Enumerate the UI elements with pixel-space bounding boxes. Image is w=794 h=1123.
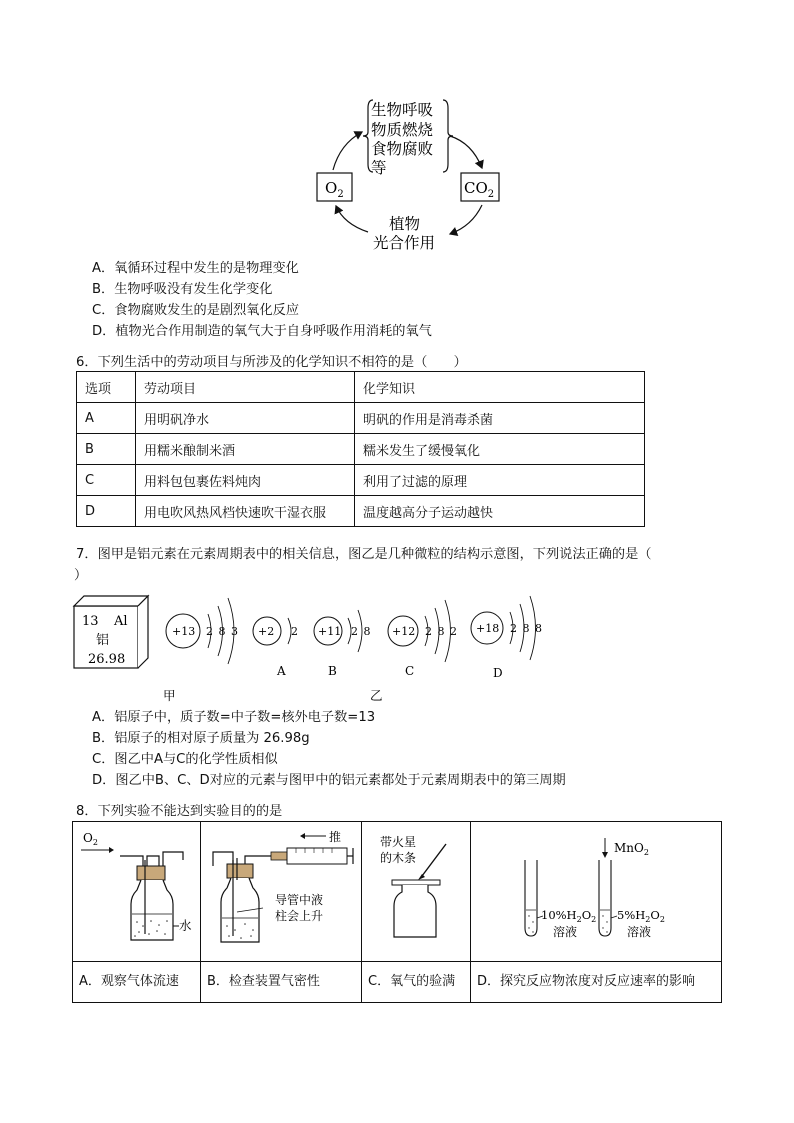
q7-figure: [70, 588, 560, 708]
q5-option-b: B．生物呼吸没有发生化学变化: [92, 282, 273, 297]
table-cell: B: [77, 434, 136, 465]
q7-stem-line2: ）: [74, 568, 88, 583]
q5-option-d: D．植物光合作用制造的氧气大于自身呼吸作用消耗的氧气: [92, 324, 432, 339]
svg-text:+13: +13: [172, 625, 196, 638]
caption-a: A．观察气体流速: [73, 962, 201, 1003]
table-cell: 糯米发生了缓慢氧化: [355, 434, 645, 465]
table-header-row: [77, 372, 645, 403]
svg-text:O2: $O_2$: [83, 831, 98, 847]
table-row: [77, 496, 645, 527]
atom-b: [314, 610, 372, 678]
q5-option-c: C．食物腐败发生的是剧烈氧化反应: [92, 303, 300, 318]
svg-text:+12: +12: [392, 625, 416, 638]
table-cell: 明矾的作用是消毒杀菌: [355, 403, 645, 434]
q6-table: [76, 371, 645, 527]
atom-label-a: A: [277, 664, 286, 678]
svg-text:2 8 2: 2 8 2: [425, 625, 458, 638]
caption-row: [73, 962, 722, 1003]
q7-option-b: B．铝原子的相对原子质量为 26.98g: [92, 731, 310, 746]
q7-option-d: D．图乙中B、C、D对应的元素与图甲中的铝元素都处于元素周期表中的第三周期: [92, 773, 566, 788]
figure-b-cell: [201, 822, 362, 962]
element-symbol: Al: [114, 614, 128, 629]
svg-text:溶液: 溶液: [553, 925, 578, 939]
svg-text:溶液: 溶液: [627, 925, 652, 939]
q5-option-a: A．氧循环过程中发生的是物理变化: [92, 261, 299, 276]
arrow-to-plants: [450, 205, 482, 234]
figure-a-cell: [73, 822, 201, 962]
element-number: 13: [82, 614, 99, 629]
element-mass: 26.98: [88, 652, 126, 667]
table-row: [77, 465, 645, 496]
q8-table: [72, 821, 722, 1003]
figure-d: [471, 822, 721, 957]
label-jia: 甲: [163, 688, 176, 703]
svg-text:+2: +2: [258, 625, 275, 638]
atom-label-d: D: [493, 666, 503, 680]
top-line-3: 食物腐败: [371, 140, 434, 158]
figure-row: [73, 822, 722, 962]
top-line-1: 生物呼吸: [371, 101, 434, 119]
table-row: [77, 403, 645, 434]
figure-c: [362, 822, 470, 957]
caption-d: D．探究反应物浓度对反应速率的影响: [471, 962, 722, 1003]
header-cell: 劳动项目: [136, 372, 355, 403]
figure-b: [201, 822, 361, 957]
table-cell: 温度越高分子运动越快: [355, 496, 645, 527]
svg-text:2: 2: [291, 625, 298, 638]
o2-label: $O_2$: [325, 179, 344, 200]
atom-label-c: C: [405, 664, 415, 678]
svg-text:推: 推: [329, 830, 342, 844]
caption-c: C．氧气的验满: [362, 962, 471, 1003]
atom-a: [253, 617, 298, 678]
arrow-from-o2: [333, 132, 362, 170]
q8-stem: 8．下列实验不能达到实验目的的是: [76, 804, 283, 819]
table-cell: 用明矾净水: [136, 403, 355, 434]
co2-label: $CO_2$: [464, 179, 495, 200]
arrow-to-co2: [450, 136, 482, 168]
q7-option-c: C．图乙中A与C的化学性质相似: [92, 752, 278, 767]
svg-text:柱会上升: 柱会上升: [275, 909, 324, 923]
bottom-line-1: 植物: [389, 215, 421, 233]
caption-b: B．检查装置气密性: [201, 962, 362, 1003]
bottom-line-2: 光合作用: [373, 234, 436, 252]
svg-text:+18: +18: [476, 622, 500, 635]
svg-text:水: 水: [179, 918, 192, 933]
atom-al: [166, 598, 239, 664]
table-cell: 用料包包裹佐料炖肉: [136, 465, 355, 496]
svg-text:带火星: 带火星: [380, 835, 417, 849]
top-line-4: 等: [371, 159, 387, 177]
table-cell: C: [77, 465, 136, 496]
svg-text:5%H2O2: $5\%H_2O_2$: [617, 908, 665, 924]
svg-text:2 8: 2 8: [351, 625, 372, 638]
svg-text:MnO2: MnO$_2$: [614, 841, 649, 857]
figure-d-cell: [471, 822, 722, 962]
element-name: 铝: [96, 633, 110, 648]
header-cell: 选项: [77, 372, 136, 403]
table-cell: D: [77, 496, 136, 527]
atom-label-b: B: [328, 664, 337, 678]
oxygen-cycle-diagram: [300, 88, 520, 258]
svg-text:+11: +11: [318, 625, 342, 638]
header-cell: 化学知识: [355, 372, 645, 403]
table-cell: A: [77, 403, 136, 434]
label-yi: 乙: [370, 688, 383, 703]
arrow-to-o2: [336, 206, 368, 232]
atom-d: [471, 596, 543, 680]
figure-a: [73, 822, 200, 957]
table-cell: 用糯米酿制米酒: [136, 434, 355, 465]
top-line-2: 物质燃烧: [371, 121, 434, 139]
atom-c: [388, 600, 458, 678]
table-row: [77, 434, 645, 465]
table-cell: 利用了过滤的原理: [355, 465, 645, 496]
element-cell-al: [74, 596, 148, 668]
q7-option-a: A．铝原子中，质子数=中子数=核外电子数=13: [92, 710, 376, 725]
svg-text:的木条: 的木条: [380, 851, 417, 865]
svg-text:2 8 8: 2 8 8: [510, 622, 543, 635]
svg-text:2 8 3: 2 8 3: [206, 625, 239, 638]
svg-text:10%H2O2: $10\%H_2O_2$: [541, 908, 597, 924]
figure-c-cell: [362, 822, 471, 962]
svg-text:导管中液: 导管中液: [275, 893, 324, 907]
table-cell: 用电吹风热风档快速吹干湿衣服: [136, 496, 355, 527]
q7-stem-line1: 7．图甲是铝元素在元素周期表中的相关信息，图乙是几种微粒的结构示意图，下列说法正确的是（: [76, 547, 652, 562]
q6-stem: 6．下列生活中的劳动项目与所涉及的化学知识不相符的是（ ）: [76, 355, 467, 370]
